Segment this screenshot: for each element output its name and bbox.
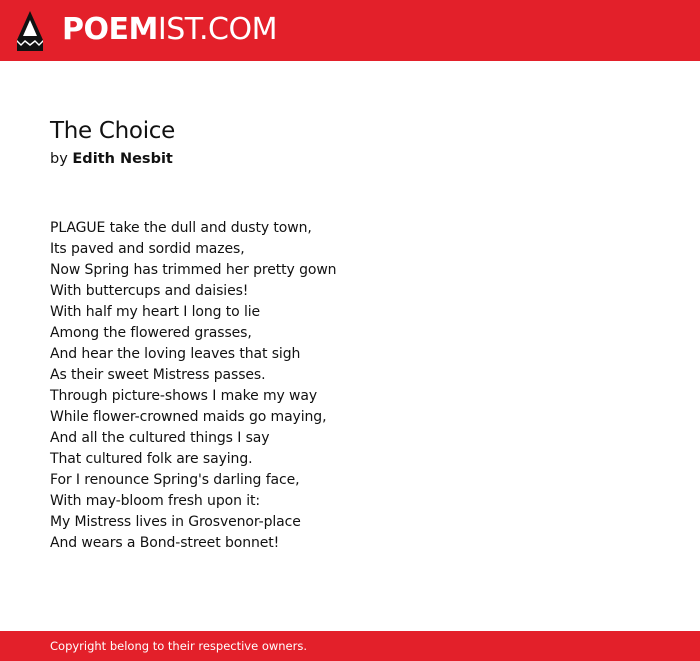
- site-footer: [0, 631, 700, 661]
- poem-body: [50, 218, 336, 554]
- site-header: [0, 0, 700, 61]
- poem-line: And all the cultured things I say: [50, 430, 270, 446]
- poem-line: Its paved and sordid mazes,: [50, 241, 245, 257]
- poem-line: With half my heart I long to lie: [50, 304, 261, 320]
- poem-line: My Mistress lives in Grosvenor-place: [50, 514, 301, 530]
- poem-line: That cultured folk are saying.: [50, 451, 253, 467]
- poem-line: Now Spring has trimmed her pretty gown: [50, 262, 337, 278]
- poem-line: And hear the loving leaves that sigh: [50, 346, 301, 362]
- poem-title: The Choice: [50, 118, 175, 144]
- poem-line: For I renounce Spring's darling face,: [50, 472, 300, 488]
- author-name: Edith Nesbit: [72, 151, 173, 167]
- poem-line: Among the flowered grasses,: [50, 325, 252, 341]
- copyright-notice: Copyright belong to their respective owners.: [50, 639, 308, 653]
- brand-name-thin: IST.COM: [157, 12, 277, 47]
- poem-line: While flower-crowned maids go maying,: [50, 409, 327, 425]
- poem-line: Through picture-shows I make my way: [50, 388, 318, 404]
- poem-byline: [50, 148, 173, 170]
- poem-line: With buttercups and daisies!: [50, 283, 249, 299]
- by-label: by: [50, 151, 68, 167]
- site-logo-link[interactable]: [62, 12, 277, 48]
- poem-line: As their sweet Mistress passes.: [50, 367, 266, 383]
- poem-line: With may-bloom fresh upon it:: [50, 493, 260, 509]
- poem-line: And wears a Bond-street bonnet!: [50, 535, 280, 551]
- brand-name-bold: POEM: [62, 12, 158, 47]
- pencil-tip-icon[interactable]: [17, 11, 43, 51]
- poem-line: PLAGUE take the dull and dusty town,: [50, 220, 312, 236]
